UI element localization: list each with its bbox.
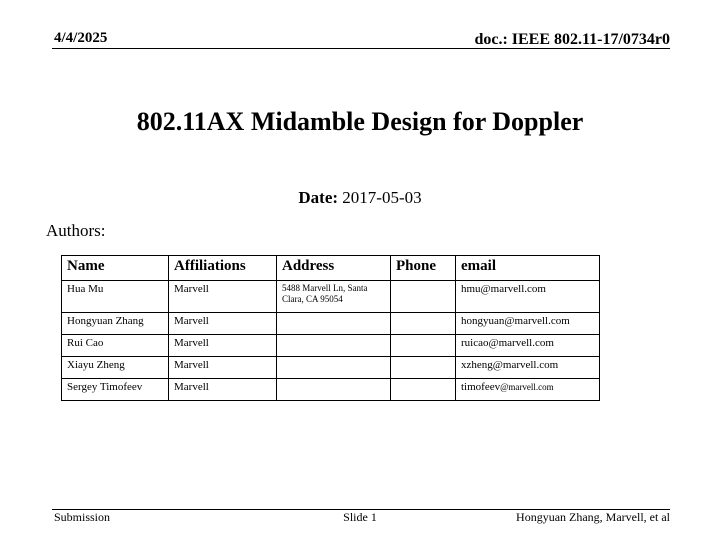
footer-author: Hongyuan Zhang, Marvell, et al bbox=[516, 510, 670, 524]
cell-phone bbox=[391, 379, 456, 401]
table-row bbox=[62, 379, 600, 401]
table-row bbox=[62, 335, 600, 357]
cell-phone bbox=[391, 357, 456, 379]
cell-phone bbox=[391, 335, 456, 357]
cell-affiliation: Marvell bbox=[169, 357, 277, 379]
cell-phone bbox=[391, 281, 456, 313]
cell-address bbox=[277, 313, 391, 335]
col-header-name: Name bbox=[62, 256, 169, 281]
col-header-affiliations: Affiliations bbox=[169, 256, 277, 281]
date-label: Date: bbox=[298, 188, 339, 207]
header-date: 4/4/2025 bbox=[54, 30, 108, 46]
cell-email bbox=[456, 335, 600, 357]
footer-slide-number: Slide 1 bbox=[343, 510, 377, 524]
cell-email bbox=[456, 357, 600, 379]
col-header-email: email bbox=[456, 256, 600, 281]
footer-submission: Submission bbox=[54, 510, 111, 524]
cell-affiliation: Marvell bbox=[169, 281, 277, 313]
cell-name: Xiayu Zheng bbox=[62, 357, 169, 379]
date-value: 2017-05-03 bbox=[342, 188, 422, 207]
slide-title: 802.11AX Midamble Design for Doppler bbox=[136, 107, 584, 136]
cell-name: Hongyuan Zhang bbox=[62, 313, 169, 335]
col-header-address: Address bbox=[277, 256, 391, 281]
email-text: hmu@marvell.com bbox=[461, 283, 546, 295]
authors-table bbox=[61, 255, 600, 401]
email-suffix: @marvell.com bbox=[500, 382, 554, 392]
cell-name: Rui Cao bbox=[62, 335, 169, 357]
table-row bbox=[62, 313, 600, 335]
email-text: ruicao@marvell.com bbox=[461, 337, 554, 349]
cell-phone bbox=[391, 313, 456, 335]
cell-address: 5488 Marvell Ln, Santa Clara, CA 95054 bbox=[277, 281, 391, 313]
cell-address bbox=[277, 335, 391, 357]
header-doc-id: doc.: IEEE 802.11-17/0734r0 bbox=[474, 31, 670, 48]
cell-affiliation: Marvell bbox=[169, 379, 277, 401]
email-text: timofeev bbox=[461, 381, 501, 393]
cell-name: Sergey Timofeev bbox=[62, 379, 169, 401]
col-header-phone: Phone bbox=[391, 256, 456, 281]
cell-affiliation: Marvell bbox=[169, 335, 277, 357]
cell-address bbox=[277, 357, 391, 379]
table-row bbox=[62, 357, 600, 379]
table-row bbox=[62, 281, 600, 313]
cell-email bbox=[456, 313, 600, 335]
header-divider bbox=[52, 48, 670, 49]
cell-email bbox=[456, 281, 600, 313]
email-text: xzheng@marvell.com bbox=[461, 359, 559, 371]
cell-name: Hua Mu bbox=[62, 281, 169, 313]
date-line bbox=[0, 188, 720, 208]
table-header-row bbox=[62, 256, 600, 281]
cell-address bbox=[277, 379, 391, 401]
cell-affiliation: Marvell bbox=[169, 313, 277, 335]
cell-email bbox=[456, 379, 600, 401]
authors-label: Authors: bbox=[46, 221, 106, 240]
email-text: hongyuan@marvell.com bbox=[461, 315, 570, 327]
